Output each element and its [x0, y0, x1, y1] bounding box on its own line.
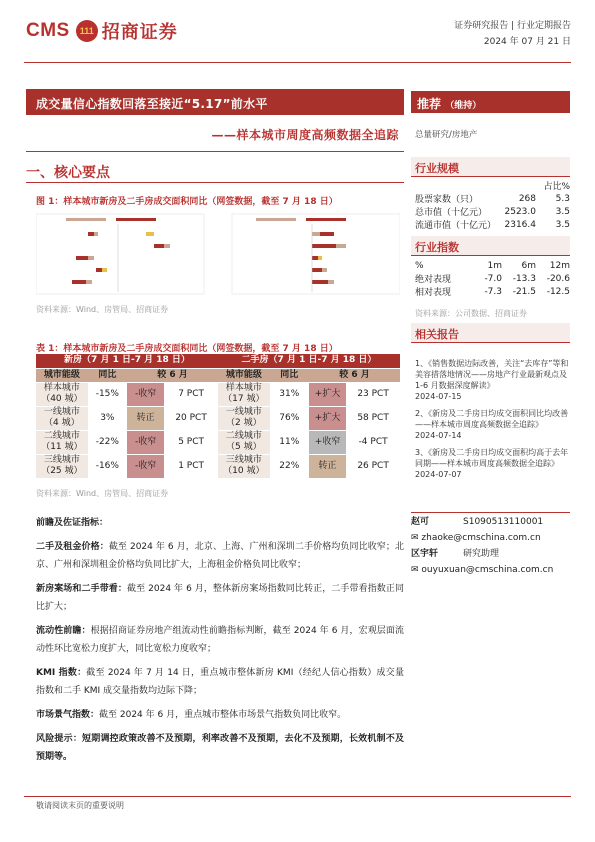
cell-new-vs: 20 PCT	[164, 406, 218, 430]
cell-sec-yoy: 76%	[270, 406, 309, 430]
cell-new-tag: -收窄	[127, 454, 164, 478]
index-col-12m: 12m	[549, 260, 570, 271]
report-date: 2024 年 07 月 21 日	[483, 37, 571, 47]
bar-l5	[164, 244, 170, 248]
cell-sec-yoy: 22%	[270, 454, 309, 478]
basic-label: 流通市值（十亿元）	[415, 221, 497, 231]
basic-row	[415, 192, 570, 205]
cell-new-vs: 5 PCT	[164, 430, 218, 454]
cell-sec-tag: +扩大	[309, 406, 346, 430]
cell-new-yoy: 3%	[88, 406, 127, 430]
tag-text: 收窄	[138, 436, 157, 447]
p5-label: 市场景气指数：	[36, 710, 100, 720]
cell-sec-city: 样本城市 （17 城）	[218, 382, 270, 406]
col-vs-sec: 较 6 月	[309, 368, 400, 382]
legend-bar-1	[66, 218, 106, 221]
bar-r6	[318, 256, 322, 260]
author1-id: S1090513110001	[463, 517, 544, 527]
cell-new-city: 二线城市 （11 城）	[36, 430, 88, 454]
cell-sec-city: 二线城市 （5 城）	[218, 430, 270, 454]
cell-new-city: 一线城市 （4 城）	[36, 406, 88, 430]
cell-new-city: 样本城市 （40 城）	[36, 382, 88, 406]
related-date: 2024-07-14	[415, 431, 462, 440]
bar-r1	[312, 232, 320, 236]
author1-email[interactable]: zhaoke@cmschina.com.cn	[421, 533, 541, 543]
index-col-6m: 6m	[521, 260, 536, 271]
left-panel	[36, 214, 204, 294]
index-1m: -7.3	[484, 286, 502, 297]
bar-l4	[154, 244, 164, 248]
body-risk	[36, 730, 404, 766]
author1-row	[411, 514, 570, 530]
header-meta	[454, 18, 571, 50]
author1-name: 赵可	[411, 517, 430, 527]
footer-note: 敬请阅读末页的重要说明	[36, 801, 124, 810]
table-group-header	[36, 354, 400, 368]
logo-en: CMS	[26, 20, 70, 41]
data-table	[36, 354, 400, 479]
basic-share: 3.5	[555, 206, 570, 217]
p4-label: KMI 指数：	[36, 668, 87, 678]
index-source: 资料来源：公司数据、招商证券	[415, 309, 527, 318]
basic-label: 总市值（十亿元）	[415, 208, 488, 218]
related-list	[415, 358, 575, 486]
bar-l3	[146, 232, 154, 236]
cell-new-tag: 转正	[127, 406, 164, 430]
risk-label: 风险提示：	[36, 734, 83, 744]
author2-row	[411, 546, 570, 562]
author1-email-row	[411, 530, 570, 546]
bar-l9	[102, 268, 107, 272]
body-p3	[36, 622, 404, 658]
body-p5	[36, 706, 404, 724]
cell-sec-yoy: 11%	[270, 430, 309, 454]
bar-l2	[94, 232, 98, 236]
cell-new-tag: -收窄	[127, 382, 164, 406]
cell-new-tag: -收窄	[127, 430, 164, 454]
cell-sec-vs: 23 PCT	[346, 382, 400, 406]
bar-l10	[72, 280, 86, 284]
related-text: 2、《新房及二手房日均成交面积同比均改善——样本城市周度高频数据全追踪》	[415, 409, 569, 429]
col-city-new: 城市能级	[36, 368, 88, 382]
rating-head	[411, 91, 570, 113]
author2-email[interactable]: ouyuxuan@cmschina.com.cn	[421, 565, 554, 575]
col-vs-new: 较 6 月	[127, 368, 218, 382]
cell-new-vs: 1 PCT	[164, 454, 218, 478]
basic-value: 2523.0	[504, 206, 536, 217]
related-text: 1、《销售数据边际改善，关注“去库存”等和美容措落地情况——房地产行业最新观点及 1-6 月数据深度解读》	[415, 359, 569, 390]
index-12m: -20.6	[546, 273, 570, 284]
basic-share: 3.5	[555, 219, 570, 230]
risk-text: 短期调控政策改善不及预期，利率改善不及预期，去化不及预期，长效机制不及预期等。	[36, 734, 404, 762]
tag-text: 扩大	[322, 388, 341, 399]
body-p4	[36, 664, 404, 700]
company-logo	[26, 18, 178, 44]
section-divider	[26, 182, 404, 183]
index-table	[415, 259, 570, 298]
cell-new-yoy: -16%	[88, 454, 127, 478]
body-text	[36, 514, 404, 772]
basic-header-row	[415, 179, 570, 192]
bar-r7	[312, 268, 322, 272]
right-panel	[232, 214, 400, 294]
index-12m: -12.5	[546, 286, 570, 297]
table-title: 表 1：样本城市新房及二手房成交面积同比（网签数据，截至 7 月 18 日）	[36, 344, 338, 354]
cell-sec-tag: 转正	[309, 454, 346, 478]
body-p2	[36, 580, 404, 616]
legend-bar-3	[256, 218, 296, 221]
index-head: 行业指数	[411, 236, 570, 256]
p3-text: 根据招商证券房地产组流动性前瞻指标判断，截至 2024 年 6 月，宏观层面流动性环比宽松力度扩大，同比宽松力度收窄；	[36, 626, 404, 654]
index-label: 绝对表现	[415, 275, 452, 285]
figure-chart	[36, 210, 400, 298]
cell-new-yoy: -22%	[88, 430, 127, 454]
bar-l1	[88, 232, 94, 236]
author2-role: 研究助理	[463, 549, 500, 559]
bar-r10	[328, 280, 334, 284]
author-divider	[411, 512, 570, 513]
cell-new-vs: 7 PCT	[164, 382, 218, 406]
body-p1	[36, 538, 404, 574]
left-panel-frame	[36, 214, 204, 294]
basic-share-col: 占比%	[543, 182, 570, 192]
tag-text: 扩大	[322, 412, 341, 423]
related-item[interactable]	[415, 408, 575, 441]
header-divider	[24, 62, 571, 63]
col-city-sec: 城市能级	[218, 368, 270, 382]
bar-r5	[312, 256, 318, 260]
body-intro-label: 前瞻及佐证指标：	[36, 518, 109, 528]
index-label: 相对表现	[415, 288, 452, 298]
col-yoy-sec: 同比	[270, 368, 309, 382]
bar-r9	[312, 280, 328, 284]
cell-sec-yoy: 31%	[270, 382, 309, 406]
cell-sec-vs: 58 PCT	[346, 406, 400, 430]
related-date: 2024-07-15	[415, 392, 462, 401]
index-row	[415, 272, 570, 285]
related-item[interactable]	[415, 447, 575, 480]
col-yoy-new: 同比	[88, 368, 127, 382]
cell-sec-vs: -4 PCT	[346, 430, 400, 454]
bar-r2	[320, 232, 334, 236]
basic-head: 行业规模	[411, 157, 570, 177]
bar-r4	[336, 244, 346, 248]
logo-cn: 招商证券	[101, 22, 178, 43]
section-heading: 一、核心要点	[26, 165, 110, 181]
logo-mark-icon: 111	[76, 20, 98, 42]
author2-email-row	[411, 562, 570, 578]
index-6m: -13.3	[512, 273, 536, 284]
category-label: 总量研究/房地产	[415, 130, 478, 140]
author2-name: 区宇轩	[411, 549, 439, 559]
bar-l7	[88, 256, 94, 260]
cell-sec-city: 三线城市 （10 城）	[218, 454, 270, 478]
figure-title: 图 1：样本城市新房及二手房成交面积同比（网签数据，截至 7 月 18 日）	[36, 197, 338, 207]
mail-icon: ✉	[411, 533, 422, 543]
index-col-pct: %	[415, 260, 424, 271]
cell-sec-tag: +扩大	[309, 382, 346, 406]
bar-r8	[322, 268, 327, 272]
index-1m: -7.0	[484, 273, 502, 284]
body-intro	[36, 514, 404, 532]
report-title: 成交量信心指数回落至接近“5.17”前水平	[36, 97, 268, 111]
table-row	[36, 430, 400, 454]
legend-bar-2	[116, 218, 156, 221]
rating-note: （维持）	[445, 101, 482, 111]
author-block	[411, 514, 570, 578]
basic-value: 268	[518, 193, 536, 204]
cell-sec-tag: +收窄	[309, 430, 346, 454]
cell-new-yoy: -15%	[88, 382, 127, 406]
tag-text: 收窄	[138, 388, 157, 399]
related-text: 3、《新房及二手房日均成交面积均高于去年同期——样本城市周度高频数据全追踪》	[415, 448, 569, 468]
table-col-header	[36, 368, 400, 382]
related-date: 2024-07-07	[415, 470, 462, 479]
index-col-1m: 1m	[487, 260, 502, 271]
p1-label: 二手及租金价格：	[36, 542, 109, 552]
figure-chart-svg	[36, 210, 400, 298]
cell-sec-vs: 26 PCT	[346, 454, 400, 478]
figure-source: 资料来源：Wind、房管局、招商证券	[36, 305, 169, 314]
p3-label: 流动性前瞻：	[36, 626, 91, 636]
basic-value: 2316.4	[504, 219, 536, 230]
footer-divider	[24, 796, 571, 797]
group-second-header: 二手房（7 月 1 日-7 月 18 日）	[218, 354, 400, 368]
index-6m: -21.5	[512, 286, 536, 297]
basic-table	[415, 179, 570, 231]
bar-l8	[96, 268, 102, 272]
bar-l6	[76, 256, 88, 260]
p1-text: 截至 2024 年 6 月，北京、上海、广州和深圳二手价格均负同比收窄；北京、广州和深圳租金价格均负同比扩大，上海租金价格负同比收窄；	[36, 542, 404, 570]
table-row	[36, 454, 400, 478]
related-item[interactable]	[415, 358, 575, 402]
p4-text: 截至 2024 年 7 月 14 日，重点城市整体新房 KMI（经纪人信心指数）成交量指数和二手 KMI 成交量指数均边际下降；	[36, 668, 404, 696]
related-head: 相关报告	[411, 323, 570, 343]
rating-label: 推荐	[417, 97, 442, 111]
tag-text: 收窄	[138, 460, 157, 471]
basic-label: 股票家数（只）	[415, 195, 479, 205]
mail-icon: ✉	[411, 565, 422, 575]
table-row	[36, 382, 400, 406]
legend-bar-4	[306, 218, 346, 221]
group-new-header: 新房（7 月 1 日-7 月 18 日）	[36, 354, 218, 368]
index-row	[415, 285, 570, 298]
p2-text: 截至 2024 年 6 月，整体新房案场指数同比转正，二手带看指数正同比扩大；	[36, 584, 404, 612]
bar-r3	[312, 244, 336, 248]
table-row	[36, 406, 400, 430]
basic-row	[415, 205, 570, 218]
cell-new-city: 三线城市 （25 城）	[36, 454, 88, 478]
table-source: 资料来源：Wind、房管局、招商证券	[36, 489, 169, 498]
p5-text: 截至 2024 年 6 月，重点城市整体市场景气指数负同比收窄。	[99, 710, 347, 720]
cell-sec-city: 一线城市 （2 城）	[218, 406, 270, 430]
index-header-row	[415, 259, 570, 272]
tag-text: 收窄	[322, 436, 341, 447]
bar-l11	[86, 280, 92, 284]
report-subtitle: ——样本城市周度高频数据全追踪	[211, 128, 399, 142]
basic-share: 5.3	[555, 193, 570, 204]
p2-label: 新房案场和二手带看：	[36, 584, 128, 594]
report-type: 证券研究报告 | 行业定期报告	[454, 21, 571, 31]
basic-row	[415, 218, 570, 231]
